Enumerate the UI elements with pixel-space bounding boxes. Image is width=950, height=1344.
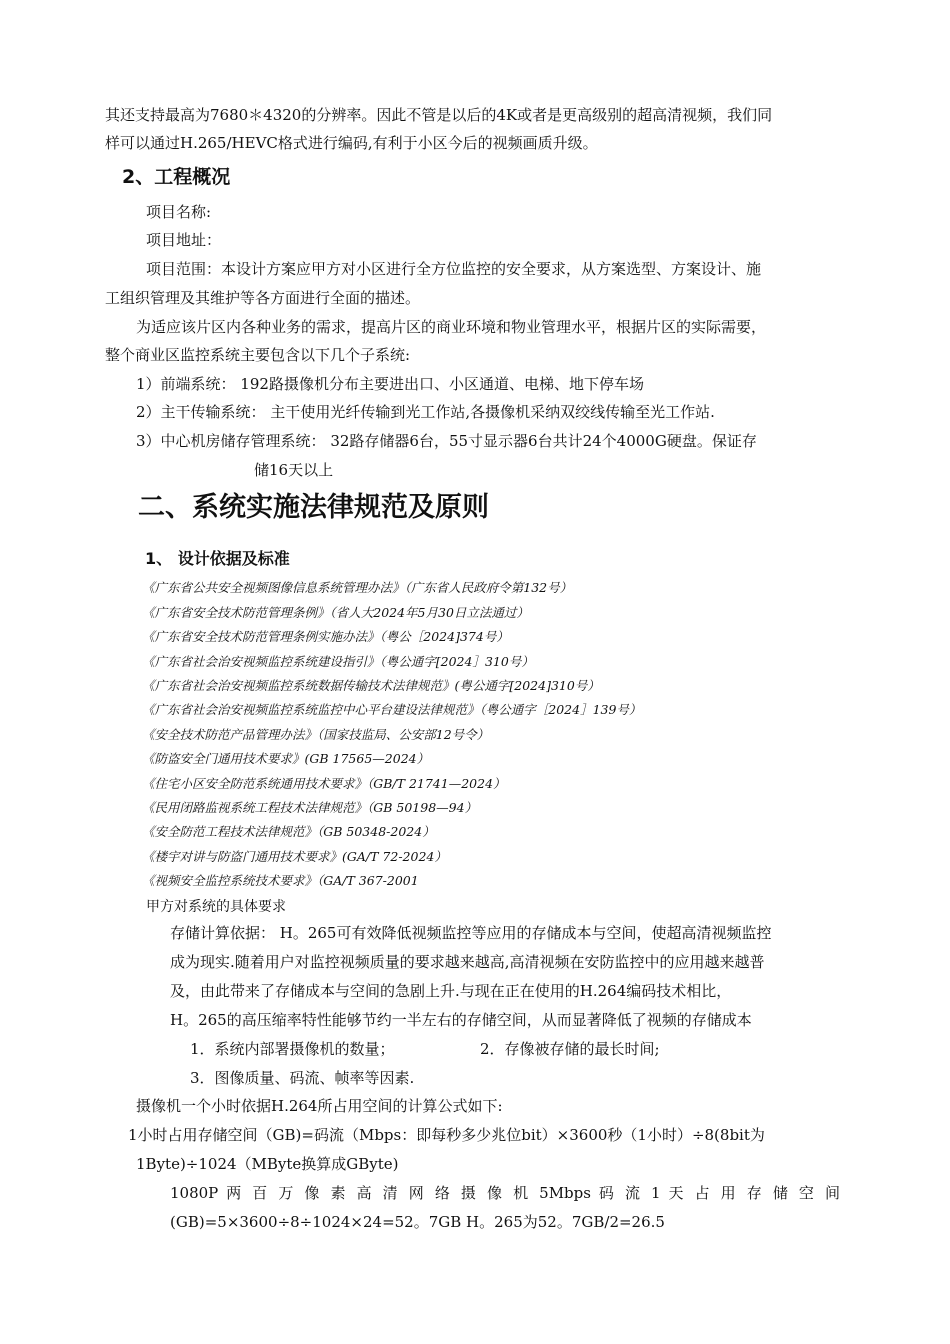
example-line-1: 1080P 两 百 万 像 素 高 清 网 络 摄 像 机 5Mbps 码 流 1 天 占 用 存 储 空 间 bbox=[170, 1184, 840, 1202]
reference-item: 《广东省社会治安视频监控系统数据传输技术法律规范》(粤公通字[2024]310号） bbox=[142, 678, 600, 693]
storage-basis-line: 存储计算依据： H。265可有效降低视频监控等应用的存储成本与空间，使超高清视频监控 bbox=[170, 924, 772, 942]
project-name-label: 项目名称: bbox=[146, 203, 212, 221]
intro-line-1: 其还支持最高为7680＊4320的分辨率。因此不管是以后的4K或者是更高级别的超高清视频，我们同 bbox=[105, 106, 773, 124]
subsystem-item: 3）中心机房储存管理系统： 32路存储器6台，55寸显示器6台共计24个4000G硬盘。保证存 bbox=[136, 432, 757, 450]
reference-item: 《民用闭路监视系统工程技术法律规范》（GB 50198—94） bbox=[142, 800, 478, 815]
reference-item: 《视频安全监控系统技术要求》（GA/T 367-2001 bbox=[142, 873, 419, 888]
formula-line-1: 1小时占用存储空间（GB)=码流（Mbps：即每秒多少兆位bit）×3600秒（1小时）÷8(8bit为 bbox=[128, 1126, 765, 1144]
paragraph-line-2: 整个商业区监控系统主要包含以下几个子系统: bbox=[105, 346, 411, 364]
intro-line-2: 样可以通过H.265/HEVC格式进行编码,有利于小区今后的视频画质升级。 bbox=[105, 134, 598, 152]
reference-item: 《安全技术防范产品管理办法》（国家技监局、公安部12号令） bbox=[142, 727, 490, 742]
reference-item: 《楼宇对讲与防盗门通用技术要求》(GA/T 72-2024） bbox=[142, 849, 447, 864]
reference-item: 《广东省公共安全视频图像信息系统管理办法》（广东省人民政府令第132号） bbox=[142, 580, 573, 595]
requirements-label: 甲方对系统的具体要求 bbox=[146, 899, 286, 915]
factor-item: 1．系统内部署摄像机的数量； bbox=[190, 1040, 395, 1058]
storage-basis-line: 成为现实.随着用户对监控视频质量的要求越来越高,高清视频在安防监控中的应用越来越普 bbox=[170, 953, 765, 971]
project-scope-line-1: 项目范围：本设计方案应甲方对小区进行全方位监控的安全要求，从方案选型、方案设计、施 bbox=[146, 260, 762, 278]
subsystem-item: 2）主干传输系统： 主干使用光纤传输到光工作站,各摄像机采纳双绞线传输至光工作站. bbox=[136, 403, 715, 421]
reference-item: 《住宅小区安全防范系统通用技术要求》（GB/T 21741—2024） bbox=[142, 776, 506, 791]
paragraph-line-1: 为适应该片区内各种业务的需求，提高片区的商业环境和物业管理水平，根据片区的实际需要， bbox=[136, 318, 767, 336]
formula-intro: 摄像机一个小时依据H.264所占用空间的计算公式如下: bbox=[136, 1097, 503, 1115]
reference-item: 《防盗安全门通用技术要求》(GB 17565—2024） bbox=[142, 751, 430, 766]
section-heading-project-overview: 2、工程概况 bbox=[122, 166, 231, 188]
reference-item: 《安全防范工程技术法律规范》（GB 50348-2024） bbox=[142, 824, 435, 839]
reference-item: 《广东省安全技术防范管理条例实施办法》（粤公［2024]374号） bbox=[142, 629, 509, 644]
reference-item: 《广东省社会治安视频监控系统建设指引》（粤公通字[2024］310号） bbox=[142, 654, 534, 669]
project-address-label: 项目地址： bbox=[146, 231, 222, 249]
section-heading-design-basis: 1、 设计依据及标准 bbox=[145, 549, 290, 568]
chapter-title: 二、系统实施法律规范及原则 bbox=[138, 492, 489, 523]
subsystem-item: 1）前端系统： 192路摄像机分布主要进出口、小区通道、电梯、地下停车场 bbox=[136, 375, 644, 393]
example-line-2: (GB)=5×3600÷8÷1024×24=52。7GB H。265为52。7GB/2=26.5 bbox=[170, 1213, 665, 1231]
storage-basis-line: H。265的高压缩率特性能够节约一半左右的存储空间，从而显著降低了视频的存储成本 bbox=[170, 1011, 752, 1029]
reference-item: 《广东省社会治安视频监控系统监控中心平台建设法律规范》（粤公通字［2024］139号） bbox=[142, 702, 642, 717]
reference-item: 《广东省安全技术防范管理条例》（省人大2024年5月30日立法通过） bbox=[142, 605, 529, 620]
factor-item: 2．存像被存储的最长时间; bbox=[480, 1040, 660, 1058]
factor-item: 3．图像质量、码流、帧率等因素. bbox=[190, 1069, 415, 1087]
formula-line-2: 1Byte)÷1024（MByte换算成GByte) bbox=[136, 1155, 399, 1173]
project-scope-line-2: 工组织管理及其维护等各方面进行全面的描述。 bbox=[105, 289, 421, 307]
subsystem-item-continuation: 储16天以上 bbox=[254, 461, 334, 479]
storage-basis-line: 及，由此带来了存储成本与空间的急剧上升.与现在正在使用的H.264编码技术相比， bbox=[170, 982, 732, 1000]
